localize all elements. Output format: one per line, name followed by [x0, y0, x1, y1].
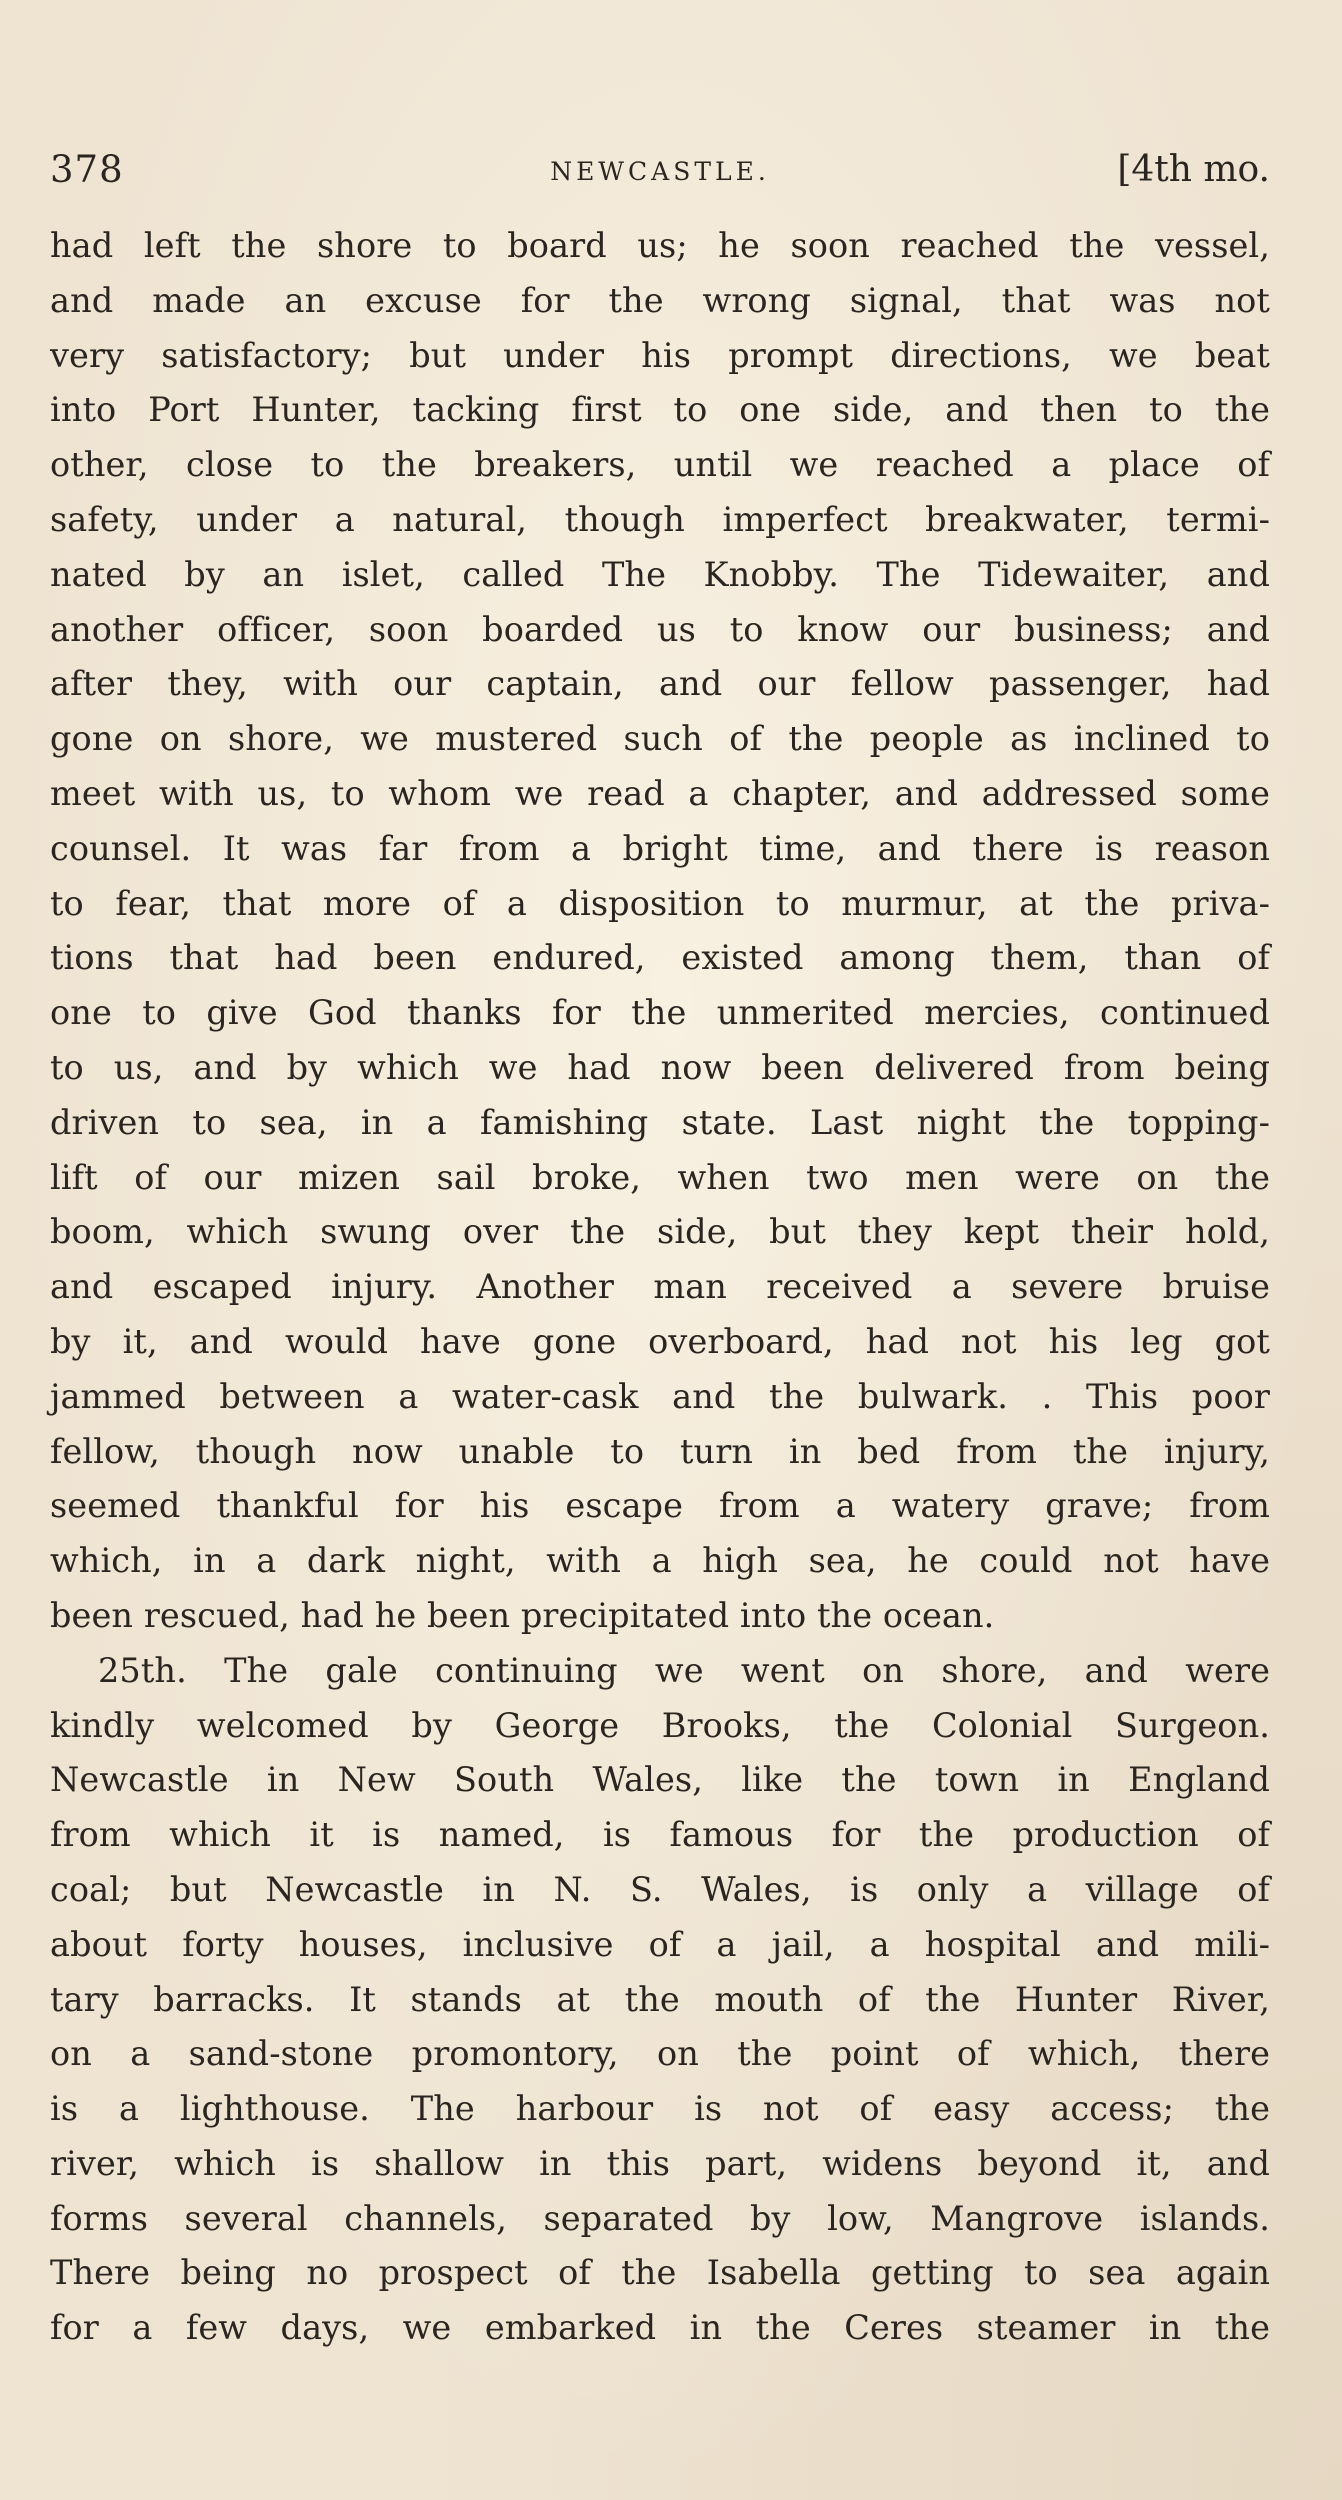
text-line: meet with us, to whom we read a chapter, and addressed some: [50, 773, 1270, 813]
text-line: on a sand-stone promontory, on the point of which, there: [50, 2034, 1270, 2074]
text-line: driven to sea, in a famishing state. Last night the topping-: [50, 1102, 1270, 1142]
text-line: is a lighthouse. The harbour is not of easy access; the: [50, 2089, 1270, 2129]
text-line: Newcastle in New South Wales, like the town in England: [50, 1760, 1270, 1800]
text-line: from which it is named, is famous for the production of: [50, 1815, 1270, 1855]
text-line: lift of our mizen sail broke, when two men were on the: [50, 1157, 1270, 1197]
text-line: nated by an islet, called The Knobby. The Tidewaiter, and: [50, 554, 1270, 594]
text-line: another officer, soon boarded us to know our business; and: [50, 609, 1270, 649]
running-title: NEWCASTLE.: [550, 157, 770, 186]
text-line: which, in a dark night, with a high sea, he could not have: [50, 1541, 1270, 1581]
page-number: 378: [50, 148, 124, 191]
text-line: counsel. It was far from a bright time, and there is reason: [50, 828, 1270, 868]
text-line: very satisfactory; but under his prompt directions, we beat: [50, 335, 1270, 375]
text-line: about forty houses, inclusive of a jail, a hospital and mili-: [50, 1924, 1270, 1964]
text-line: kindly welcomed by George Brooks, the Colonial Surgeon.: [50, 1705, 1270, 1745]
text-line: to us, and by which we had now been delivered from being: [50, 1047, 1270, 1087]
running-head: [50, 140, 1270, 200]
text-line: There being no prospect of the Isabella getting to sea again: [50, 2253, 1270, 2293]
text-line: had left the shore to board us; he soon reached the vessel,: [50, 226, 1270, 265]
book-page: [50, 140, 1270, 2348]
text-line: tions that had been endured, existed among them, than of: [50, 938, 1270, 978]
text-line: into Port Hunter, tacking first to one side, and then to the: [50, 390, 1270, 430]
text-line: river, which is shallow in this part, widens beyond it, and: [50, 2143, 1270, 2183]
date-marker: [4th mo.: [1117, 149, 1270, 190]
text-line: gone on shore, we mustered such of the people as inclined to: [50, 719, 1270, 759]
text-line: coal; but Newcastle in N. S. Wales, is only a village of: [50, 1869, 1270, 1909]
text-line: forms several channels, separated by low, Mangrove islands.: [50, 2198, 1270, 2238]
text-line: after they, with our captain, and our fellow passenger, had: [50, 664, 1270, 704]
text-line: jammed between a water-cask and the bulwark. . This poor: [50, 1376, 1270, 1416]
text-line: seemed thankful for his escape from a watery grave; from: [50, 1486, 1270, 1526]
text-line: for a few days, we embarked in the Ceres steamer in the: [50, 2308, 1270, 2348]
text-line: and made an excuse for the wrong signal, that was not: [50, 280, 1270, 320]
text-line: one to give God thanks for the unmerited mercies, continued: [50, 993, 1270, 1033]
paragraph-end-line: been rescued, had he been precipitated into the ocean.: [50, 1595, 995, 1635]
text-line: tary barracks. It stands at the mouth of the Hunter River,: [50, 1979, 1270, 2019]
text-line: other, close to the breakers, until we reached a place of: [50, 445, 1270, 485]
text-line: boom, which swung over the side, but they kept their hold,: [50, 1212, 1270, 1252]
text-line: by it, and would have gone overboard, had not his leg got: [50, 1321, 1270, 1361]
text-line: fellow, though now unable to turn in bed from the injury,: [50, 1431, 1270, 1471]
text-line: safety, under a natural, though imperfect breakwater, termi-: [50, 499, 1270, 539]
body-text: [50, 219, 1270, 2356]
text-line: to fear, that more of a disposition to murmur, at the priva-: [50, 883, 1270, 923]
text-line: and escaped injury. Another man received a severe bruise: [50, 1267, 1270, 1307]
paragraph-start-line: 25th. The gale continuing we went on shore, and were: [98, 1650, 1270, 1690]
